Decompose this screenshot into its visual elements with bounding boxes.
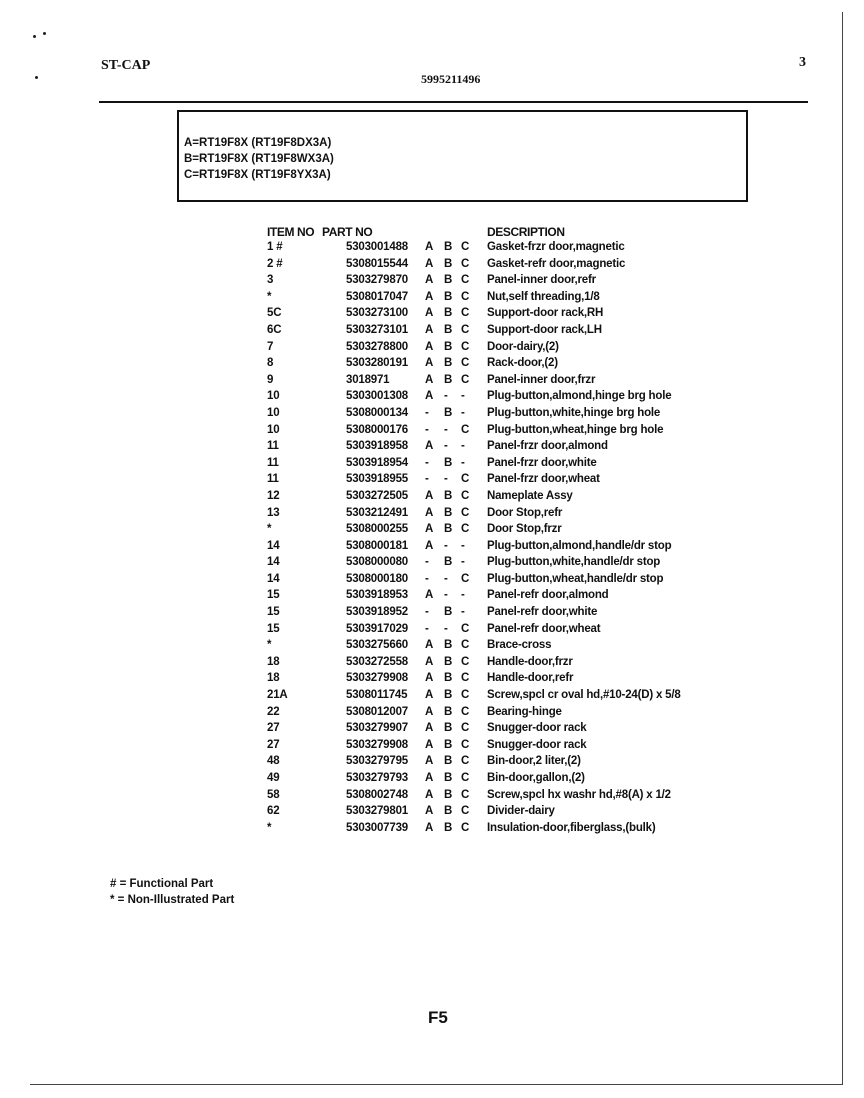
- model-b-flag: B: [444, 655, 453, 668]
- model-line-a: A=RT19F8X (RT19F8DX3A): [184, 137, 332, 149]
- part-description: Support-door rack,RH: [487, 307, 604, 320]
- model-b-flag: B: [444, 672, 453, 685]
- part-item-no: 21A: [267, 689, 288, 702]
- part-item-no: 11: [267, 440, 279, 453]
- model-b-flag: B: [444, 506, 453, 519]
- part-item-no: 22: [267, 705, 280, 718]
- part-description: Panel-frzr door,wheat: [487, 473, 600, 486]
- model-a-flag: A: [425, 290, 434, 303]
- part-number: 5303273100: [346, 307, 408, 320]
- model-a-flag: A: [425, 506, 434, 519]
- model-a-flag: A: [425, 307, 434, 320]
- parts-row: [0, 374, 864, 391]
- model-c-flag: C: [461, 738, 470, 751]
- part-item-no: 27: [267, 722, 280, 735]
- model-b-flag: B: [444, 738, 453, 751]
- parts-row: [0, 722, 864, 739]
- model-a-flag: A: [425, 241, 434, 253]
- part-number: 5308015544: [346, 257, 408, 270]
- model-a-flag: -: [425, 423, 429, 436]
- parts-row: [0, 357, 864, 374]
- model-b-flag: B: [444, 489, 453, 502]
- part-number: 5308002748: [346, 788, 408, 801]
- parts-row: [0, 739, 864, 756]
- model-c-flag: C: [461, 274, 470, 287]
- parts-row: [0, 258, 864, 275]
- model-a-flag: -: [425, 572, 429, 585]
- model-a-flag: A: [425, 357, 434, 370]
- model-a-flag: A: [425, 705, 434, 718]
- part-item-no: 11: [267, 473, 279, 486]
- part-number: 5308011745: [346, 689, 408, 702]
- model-c-flag: -: [461, 556, 465, 569]
- model-c-flag: C: [461, 423, 470, 436]
- part-description: Bearing-hinge: [487, 705, 562, 718]
- part-number: 5303001488: [346, 241, 408, 253]
- parts-row: [0, 540, 864, 557]
- part-item-no: 14: [267, 539, 280, 552]
- parts-row: [0, 274, 864, 291]
- part-number: 5308000080: [346, 556, 408, 569]
- model-b-flag: B: [444, 788, 453, 801]
- part-number: 5303001308: [346, 390, 408, 403]
- part-number: 5303918952: [346, 606, 408, 619]
- parts-row: [0, 341, 864, 358]
- part-number: 5303917029: [346, 622, 408, 635]
- model-b-flag: B: [444, 523, 453, 536]
- part-description: Plug-button,wheat,handle/dr stop: [487, 572, 664, 585]
- part-number: 5303275660: [346, 639, 408, 652]
- parts-row: [0, 241, 864, 258]
- model-b-flag: -: [444, 473, 448, 486]
- model-c-flag: C: [461, 307, 470, 320]
- part-number: 5308000134: [346, 406, 408, 419]
- model-c-flag: C: [461, 340, 470, 353]
- model-b-flag: B: [444, 639, 453, 652]
- model-c-flag: C: [461, 788, 470, 801]
- parts-row: [0, 656, 864, 673]
- part-description: Plug-button,almond,hinge brg hole: [487, 390, 672, 403]
- model-a-flag: A: [425, 274, 434, 287]
- model-a-flag: -: [425, 556, 429, 569]
- parts-row: [0, 291, 864, 308]
- model-c-flag: C: [461, 290, 470, 303]
- part-item-no: 10: [267, 390, 280, 403]
- parts-row: [0, 805, 864, 822]
- page-footer-code: F5: [428, 1008, 448, 1027]
- part-item-no: 8: [267, 357, 274, 370]
- header-doc-number: 5995211496: [421, 72, 481, 86]
- model-c-flag: C: [461, 639, 470, 652]
- part-number: 5303279907: [346, 722, 408, 735]
- model-b-flag: B: [444, 821, 453, 834]
- part-number: 5303279801: [346, 805, 408, 818]
- part-description: Door Stop,frzr: [487, 523, 562, 536]
- scan-speck: [35, 76, 38, 79]
- parts-row: [0, 490, 864, 507]
- part-item-no: 27: [267, 738, 280, 751]
- part-description: Nameplate Assy: [487, 489, 573, 502]
- part-item-no: 2 #: [267, 257, 283, 270]
- part-number: 5303280191: [346, 357, 408, 370]
- part-number: 5303918954: [346, 456, 408, 469]
- parts-row: [0, 672, 864, 689]
- model-a-flag: A: [425, 738, 434, 751]
- model-a-flag: -: [425, 406, 429, 419]
- part-item-no: 15: [267, 606, 280, 619]
- model-c-flag: C: [461, 257, 470, 270]
- part-description: Panel-refr door,almond: [487, 589, 609, 602]
- model-c-flag: C: [461, 506, 470, 519]
- model-b-flag: -: [444, 622, 448, 635]
- part-description: Snugger-door rack: [487, 738, 587, 751]
- model-b-flag: B: [444, 406, 453, 419]
- model-legend: [184, 135, 334, 183]
- part-description: Panel-frzr door,white: [487, 456, 597, 469]
- part-description: Screw,spcl cr oval hd,#10-24(D) x 5/8: [487, 689, 681, 702]
- model-a-flag: A: [425, 655, 434, 668]
- model-c-flag: C: [461, 705, 470, 718]
- model-c-flag: C: [461, 373, 470, 386]
- model-c-flag: C: [461, 241, 470, 253]
- model-a-flag: A: [425, 340, 434, 353]
- part-description: Panel-inner door,frzr: [487, 373, 596, 386]
- model-a-flag: -: [425, 473, 429, 486]
- part-description: Bin-door,gallon,(2): [487, 772, 585, 784]
- parts-row: [0, 689, 864, 706]
- legend-non-illustrated: * = Non-Illustrated Part: [110, 894, 235, 906]
- symbol-legend: [110, 876, 234, 908]
- legend-functional: # = Functional Part: [110, 878, 214, 890]
- model-b-flag: -: [444, 390, 448, 403]
- model-b-flag: -: [444, 423, 448, 436]
- parts-row: [0, 473, 864, 490]
- part-number: 3018971: [346, 373, 390, 386]
- scan-speck: [43, 32, 46, 35]
- parts-row: [0, 639, 864, 656]
- part-number: 5303273101: [346, 323, 408, 336]
- model-line-b: B=RT19F8X (RT19F8WX3A): [184, 153, 334, 165]
- model-b-flag: -: [444, 572, 448, 585]
- model-a-flag: A: [425, 821, 434, 834]
- model-line-c: C=RT19F8X (RT19F8YX3A): [184, 169, 331, 181]
- part-item-no: 10: [267, 423, 280, 436]
- part-item-no: 49: [267, 772, 280, 784]
- model-b-flag: B: [444, 556, 453, 569]
- model-c-flag: -: [461, 539, 465, 552]
- model-c-flag: -: [461, 440, 465, 453]
- part-number: 5303007739: [346, 821, 408, 834]
- part-number: 5303212491: [346, 506, 408, 519]
- model-b-flag: B: [444, 290, 453, 303]
- part-number: 5303272505: [346, 489, 408, 502]
- model-b-flag: B: [444, 705, 453, 718]
- model-a-flag: A: [425, 755, 434, 768]
- header-page-number: 3: [799, 55, 806, 70]
- model-b-flag: B: [444, 606, 453, 619]
- part-item-no: *: [267, 821, 272, 834]
- model-a-flag: A: [425, 722, 434, 735]
- model-b-flag: B: [444, 373, 453, 386]
- part-description: Snugger-door rack: [487, 722, 587, 735]
- parts-row: [0, 789, 864, 806]
- model-c-flag: C: [461, 323, 470, 336]
- part-item-no: 12: [267, 489, 280, 502]
- model-b-flag: B: [444, 755, 453, 768]
- part-description: Handle-door,frzr: [487, 655, 573, 668]
- part-number: 5303918955: [346, 473, 408, 486]
- parts-row: [0, 390, 864, 407]
- parts-row: [0, 822, 864, 839]
- model-c-flag: -: [461, 589, 465, 602]
- parts-row: [0, 440, 864, 457]
- model-b-flag: B: [444, 274, 453, 287]
- parts-row: [0, 424, 864, 441]
- part-number: 5303918958: [346, 440, 408, 453]
- part-number: 5303278800: [346, 340, 408, 353]
- parts-row: [0, 573, 864, 590]
- model-a-flag: A: [425, 805, 434, 818]
- model-a-flag: -: [425, 606, 429, 619]
- part-item-no: 13: [267, 506, 280, 519]
- model-c-flag: -: [461, 390, 465, 403]
- parts-row: [0, 307, 864, 324]
- part-number: 5308000180: [346, 572, 408, 585]
- part-item-no: *: [267, 639, 272, 652]
- part-item-no: 14: [267, 572, 280, 585]
- model-b-flag: B: [444, 323, 453, 336]
- part-description: Rack-door,(2): [487, 357, 558, 370]
- parts-row: [0, 523, 864, 540]
- model-b-flag: -: [444, 440, 448, 453]
- part-item-no: 62: [267, 805, 280, 818]
- model-c-flag: C: [461, 572, 470, 585]
- column-header-item: ITEM NO: [267, 225, 315, 239]
- model-a-flag: A: [425, 639, 434, 652]
- model-a-flag: -: [425, 622, 429, 635]
- part-description: Brace-cross: [487, 639, 552, 652]
- part-item-no: 11: [267, 456, 279, 469]
- model-c-flag: -: [461, 606, 465, 619]
- header-left-code: ST-CAP: [101, 58, 151, 73]
- part-description: Support-door rack,LH: [487, 323, 602, 336]
- model-b-flag: B: [444, 257, 453, 270]
- part-description: Screw,spcl hx washr hd,#8(A) x 1/2: [487, 788, 671, 801]
- part-item-no: 1 #: [267, 241, 283, 253]
- model-a-flag: A: [425, 373, 434, 386]
- parts-row: [0, 457, 864, 474]
- part-description: Gasket-frzr door,magnetic: [487, 241, 625, 253]
- model-c-flag: C: [461, 755, 470, 768]
- part-item-no: 15: [267, 589, 280, 602]
- model-c-flag: C: [461, 672, 470, 685]
- part-description: Handle-door,refr: [487, 672, 574, 685]
- part-description: Panel-inner door,refr: [487, 274, 596, 287]
- model-a-flag: A: [425, 539, 434, 552]
- part-item-no: 48: [267, 755, 280, 768]
- model-a-flag: A: [425, 257, 434, 270]
- model-a-flag: A: [425, 523, 434, 536]
- parts-row: [0, 755, 864, 772]
- model-c-flag: C: [461, 821, 470, 834]
- model-b-flag: B: [444, 241, 453, 253]
- model-c-flag: -: [461, 456, 465, 469]
- model-c-flag: C: [461, 772, 470, 784]
- part-description: Plug-button,wheat,hinge brg hole: [487, 423, 664, 436]
- model-a-flag: A: [425, 689, 434, 702]
- part-number: 5308017047: [346, 290, 408, 303]
- model-c-flag: C: [461, 622, 470, 635]
- part-number: 5308000181: [346, 539, 408, 552]
- model-a-flag: -: [425, 456, 429, 469]
- model-b-flag: -: [444, 589, 448, 602]
- part-item-no: 5C: [267, 307, 282, 320]
- parts-row: [0, 772, 864, 789]
- part-item-no: 6C: [267, 323, 282, 336]
- part-number: 5303279908: [346, 738, 408, 751]
- model-b-flag: B: [444, 456, 453, 469]
- model-a-flag: A: [425, 589, 434, 602]
- part-description: Bin-door,2 liter,(2): [487, 755, 581, 768]
- model-c-flag: C: [461, 523, 470, 536]
- parts-row: [0, 606, 864, 623]
- part-description: Gasket-refr door,magnetic: [487, 257, 626, 270]
- model-b-flag: B: [444, 722, 453, 735]
- part-description: Panel-refr door,wheat: [487, 622, 601, 635]
- parts-row: [0, 556, 864, 573]
- part-description: Divider-dairy: [487, 805, 555, 818]
- model-a-flag: A: [425, 788, 434, 801]
- model-b-flag: B: [444, 772, 453, 784]
- part-description: Panel-frzr door,almond: [487, 440, 608, 453]
- model-c-flag: C: [461, 473, 470, 486]
- model-a-flag: A: [425, 489, 434, 502]
- model-a-flag: A: [425, 440, 434, 453]
- model-c-flag: C: [461, 805, 470, 818]
- column-header-part: PART NO: [322, 225, 373, 239]
- parts-row: [0, 324, 864, 341]
- parts-row: [0, 589, 864, 606]
- part-item-no: 3: [267, 274, 274, 287]
- part-number: 5303279870: [346, 274, 408, 287]
- model-a-flag: A: [425, 323, 434, 336]
- part-number: 5303272558: [346, 655, 408, 668]
- model-c-flag: C: [461, 489, 470, 502]
- model-b-flag: B: [444, 340, 453, 353]
- model-c-flag: -: [461, 406, 465, 419]
- part-description: Door Stop,refr: [487, 506, 563, 519]
- scan-speck: [33, 35, 36, 38]
- model-c-flag: C: [461, 357, 470, 370]
- model-b-flag: -: [444, 539, 448, 552]
- model-a-flag: A: [425, 672, 434, 685]
- part-description: Nut,self threading,1/8: [487, 290, 600, 303]
- part-item-no: 18: [267, 655, 280, 668]
- model-a-flag: A: [425, 390, 434, 403]
- part-description: Insulation-door,fiberglass,(bulk): [487, 821, 656, 834]
- model-c-flag: C: [461, 722, 470, 735]
- part-item-no: 15: [267, 622, 280, 635]
- model-b-flag: B: [444, 307, 453, 320]
- model-c-flag: C: [461, 689, 470, 702]
- model-c-flag: C: [461, 655, 470, 668]
- parts-list: [0, 241, 864, 838]
- parts-row: [0, 623, 864, 640]
- model-a-flag: A: [425, 772, 434, 784]
- part-item-no: 9: [267, 373, 274, 386]
- part-item-no: 58: [267, 788, 280, 801]
- part-item-no: *: [267, 523, 272, 536]
- model-b-flag: B: [444, 805, 453, 818]
- column-header-description: DESCRIPTION: [487, 225, 565, 239]
- part-number: 5308000176: [346, 423, 408, 436]
- model-b-flag: B: [444, 357, 453, 370]
- part-item-no: 10: [267, 406, 280, 419]
- part-item-no: *: [267, 290, 272, 303]
- part-number: 5303279793: [346, 772, 408, 784]
- part-description: Plug-button,almond,handle/dr stop: [487, 539, 672, 552]
- part-item-no: 7: [267, 340, 274, 353]
- part-description: Panel-refr door,white: [487, 606, 598, 619]
- model-b-flag: B: [444, 689, 453, 702]
- part-item-no: 18: [267, 672, 280, 685]
- header-rule: [99, 101, 808, 103]
- part-number: 5303279908: [346, 672, 408, 685]
- part-number: 5303279795: [346, 755, 408, 768]
- parts-row: [0, 706, 864, 723]
- part-number: 5303918953: [346, 589, 408, 602]
- part-description: Door-dairy,(2): [487, 340, 559, 353]
- part-number: 5308000255: [346, 523, 408, 536]
- part-description: Plug-button,white,handle/dr stop: [487, 556, 661, 569]
- parts-row: [0, 407, 864, 424]
- part-number: 5308012007: [346, 705, 408, 718]
- parts-row: [0, 507, 864, 524]
- part-description: Plug-button,white,hinge brg hole: [487, 406, 661, 419]
- part-item-no: 14: [267, 556, 280, 569]
